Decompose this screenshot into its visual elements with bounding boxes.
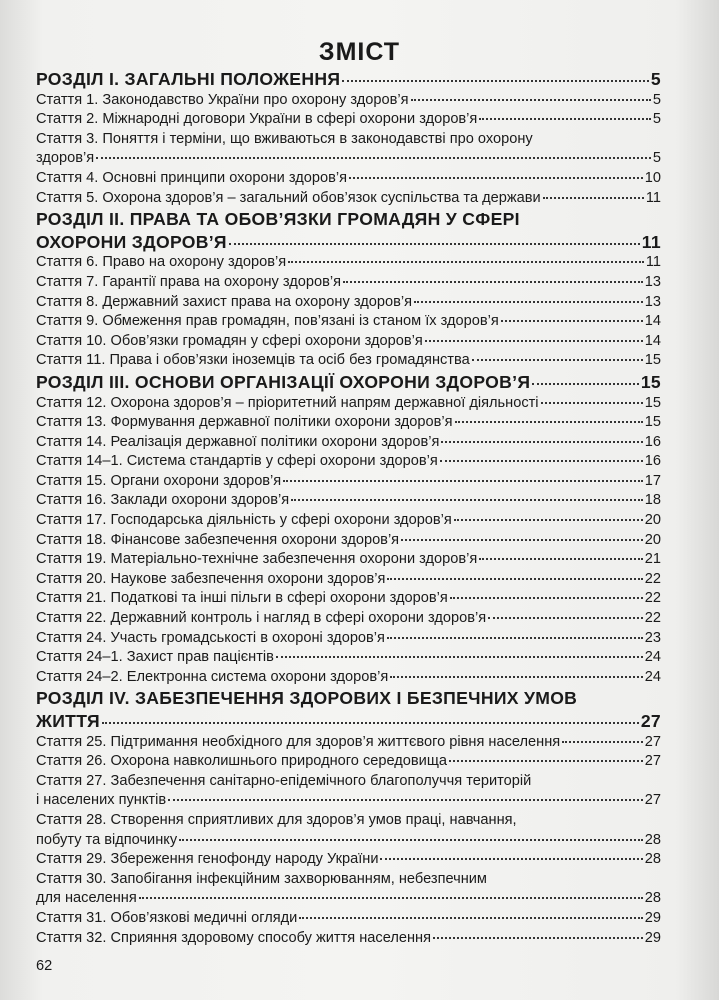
entry-page-number: 23 [644,629,661,646]
toc-entry [36,648,661,668]
toc-entry [36,394,661,414]
entry-page-number: 21 [644,551,661,568]
dot-leader [532,382,639,385]
entry-title: Стаття 12. Охорона здоров’я – пріоритетний напрям державної діяльності [36,394,539,411]
dot-leader [390,675,642,678]
dot-leader [343,280,643,283]
entry-title: Стаття 8. Державний захист права на охорону здоров’я [36,293,412,310]
entry-title: ОХОРОНИ ЗДОРОВ’Я [36,231,227,252]
entry-title-line: Стаття 28. Створення сприятливих для здоров’я умов праці, навчання, [36,811,517,828]
entry-page-number: 15 [644,394,661,411]
entry-title: Стаття 29. Збереження генофонду народу України [36,851,379,868]
entry-page-number: 11 [645,254,661,271]
dot-leader [455,420,643,423]
entry-title: Стаття 17. Господарська діяльність у сфері охорони здоров’я [36,512,452,529]
entry-page-number: 24 [644,668,661,685]
dot-leader [441,440,642,443]
entry-title: Стаття 1. Законодавство України про охорону здоров’я [36,91,409,108]
dot-leader [276,655,643,658]
page-number: 62 [36,958,53,974]
dot-leader [479,557,642,560]
dot-leader [472,358,643,361]
entry-page-number: 14 [644,313,661,330]
toc-entry [36,531,661,551]
toc-entry [36,733,661,753]
entry-title: Стаття 31. Обов’язкові медичні огляди [36,909,298,926]
entry-title: Стаття 18. Фінансове забезпечення охорони здоров’я [36,531,400,548]
entry-title: ЖИТТЯ [36,711,100,731]
toc-entry [36,929,661,949]
toc-entry [36,772,661,811]
entry-page-number: 17 [644,472,661,489]
entry-title: Стаття 20. Наукове забезпечення охорони здоров’я [36,570,386,587]
toc-entry [36,589,661,609]
entry-title: Стаття 24–2. Електронна система охорони здоров’я [36,668,389,685]
entry-page-number: 22 [644,610,661,627]
toc-entry [36,312,661,332]
entry-title: для населення [36,890,137,907]
toc-section [36,371,661,394]
toc-entry [36,909,661,929]
toc-entry [36,253,661,273]
entry-title: Стаття 15. Органи охорони здоров’я [36,472,282,489]
dot-leader [562,740,643,743]
entry-page-number: 15 [644,414,661,431]
entry-page-number: 13 [644,293,661,310]
dot-leader [349,176,643,179]
dot-leader [541,401,643,404]
dot-leader [299,916,642,919]
toc-entry [36,850,661,870]
entry-title-line: РОЗДІЛ ІІ. ПРАВА ТА ОБОВ’ЯЗКИ ГРОМАДЯН У СФЕРІ [36,209,520,230]
dot-leader [488,616,643,619]
entry-page-number: 5 [652,111,661,128]
entry-title: Стаття 26. Охорона навколишнього природного середовища [36,753,447,770]
entry-page-number: 27 [644,733,661,750]
toc-section [36,68,661,91]
dot-leader [342,79,649,82]
dot-leader [543,196,644,199]
entry-title: Стаття 24. Участь громадськості в охороні здоров’я [36,629,385,646]
entry-page-number: 28 [644,851,661,868]
toc-entry [36,110,661,130]
toc-entry [36,351,661,371]
dot-leader [433,936,643,939]
entry-title: Стаття 11. Права і обов’язки іноземців та осіб без громадянства [36,352,470,369]
dot-leader [454,518,643,521]
dot-leader [411,98,651,101]
entry-page-number: 24 [644,649,661,666]
dot-leader [387,577,642,580]
toc-entry [36,452,661,472]
toc-entry [36,550,661,570]
dot-leader [425,339,643,342]
entry-title: Стаття 2. Міжнародні договори України в сфері охорони здоров’я [36,111,478,128]
entry-page-number: 27 [644,792,661,809]
entry-page-number: 11 [641,231,661,252]
dot-leader [96,156,651,159]
dot-leader [440,459,643,462]
dot-leader [479,117,651,120]
toc-entry [36,870,661,909]
entry-page-number: 13 [644,273,661,290]
entry-title: Стаття 19. Матеріально-технічне забезпечення охорони здоров’я [36,551,478,568]
toc-entry [36,511,661,531]
entry-title: Стаття 6. Право на охорону здоров’я [36,254,287,271]
toc-entry [36,491,661,511]
entry-title: Стаття 4. Основні принципи охорони здоров’я [36,169,348,186]
toc-entry [36,609,661,629]
entry-title: Стаття 14–1. Система стандартів у сфері охорони здоров’я [36,453,438,470]
entry-page-number: 5 [650,69,661,89]
entry-page-number: 16 [644,453,661,470]
entry-title: Стаття 13. Формування державної політики охорони здоров’я [36,414,453,431]
dot-leader [449,759,643,762]
dot-leader [179,838,643,841]
entry-page-number: 29 [644,929,661,946]
entry-title: Стаття 21. Податкові та інші пільги в сфері охорони здоров’я [36,590,448,607]
toc-entry [36,91,661,111]
entry-page-number: 27 [644,753,661,770]
entry-page-number: 22 [644,590,661,607]
dot-leader [450,596,643,599]
entry-title-line: Стаття 3. Поняття і терміни, що вживаються в законодавстві про охорону [36,130,533,147]
entry-page-number: 14 [644,332,661,349]
dot-leader [139,896,643,899]
entry-page-number: 20 [644,512,661,529]
entry-page-number: 20 [644,531,661,548]
toc-entry [36,629,661,649]
dot-leader [380,857,642,860]
page-title: ЗМІСТ [318,38,401,66]
toc-entry [36,293,661,313]
entry-title: Стаття 9. Обмеження прав громадян, пов’язані із станом їх здоров’я [36,313,499,330]
dot-leader [501,319,643,322]
dot-leader [288,260,644,263]
entry-page-number: 28 [644,831,661,848]
entry-page-number: 5 [652,91,661,108]
entry-title-line: Стаття 27. Забезпечення санітарно-епідемічного благополуччя територій [36,772,532,789]
entry-page-number: 11 [645,189,661,206]
entry-title: Стаття 14. Реалізація державної політики охорони здоров’я [36,433,440,450]
dot-leader [168,798,643,801]
toc-entry [36,273,661,293]
entry-title: РОЗДІЛ ІІІ. ОСНОВИ ОРГАНІЗАЦІЇ ОХОРОНИ ЗДОРОВ’Я [36,371,531,392]
toc-entry [36,811,661,850]
entry-title: Стаття 22. Державний контроль і нагляд в сфері охорони здоров’я [36,610,487,627]
dot-leader [283,479,643,482]
entry-title: Стаття 25. Підтримання необхідного для здоров’я життєвого рівня населення [36,733,561,750]
entry-page-number: 16 [644,433,661,450]
entry-title: Стаття 24–1. Захист прав пацієнтів [36,649,274,666]
entry-title: побуту та відпочинку [36,831,178,848]
entry-title-line: РОЗДІЛ IV. ЗАБЕЗПЕЧЕННЯ ЗДОРОВИХ І БЕЗПЕЧНИХ УМОВ [36,688,578,709]
toc-entry [36,189,661,209]
entry-page-number: 18 [644,492,661,509]
entry-page-number: 28 [644,890,661,907]
entry-title: Стаття 32. Сприяння здоровому способу життя населення [36,929,431,946]
table-of-contents [36,68,661,948]
dot-leader [291,498,643,501]
entry-page-number: 27 [640,711,661,731]
entry-page-number: 22 [644,570,661,587]
entry-page-number: 29 [644,909,661,926]
entry-page-number: 5 [652,150,661,167]
entry-title: Стаття 5. Охорона здоров’я – загальний обов’язок суспільства та держави [36,189,541,206]
toc-entry [36,332,661,352]
entry-title: Стаття 10. Обов’язки громадян у сфері охорони здоров’я [36,332,423,349]
dot-leader [414,300,643,303]
entry-title: РОЗДІЛ І. ЗАГАЛЬНІ ПОЛОЖЕННЯ [36,69,341,89]
dot-leader [387,636,643,639]
entry-page-number: 15 [644,352,661,369]
toc-section [36,687,661,732]
toc-entry [36,472,661,492]
toc-entry [36,570,661,590]
dot-leader [229,242,640,245]
entry-title: здоров’я [36,150,95,167]
dot-leader [102,721,639,724]
toc-entry [36,668,661,688]
entry-page-number: 15 [640,371,661,392]
toc-section [36,208,661,253]
entry-title: і населених пунктів [36,792,167,809]
toc-entry [36,130,661,169]
entry-title-line: Стаття 30. Запобігання інфекційним захворюванням, небезпечним [36,870,487,887]
dot-leader [401,538,643,541]
entry-page-number: 10 [644,169,661,186]
toc-entry [36,752,661,772]
entry-title: Стаття 16. Заклади охорони здоров’я [36,492,290,509]
entry-title: Стаття 7. Гарантії права на охорону здоров’я [36,273,342,290]
toc-entry [36,433,661,453]
toc-entry [36,169,661,189]
toc-entry [36,413,661,433]
